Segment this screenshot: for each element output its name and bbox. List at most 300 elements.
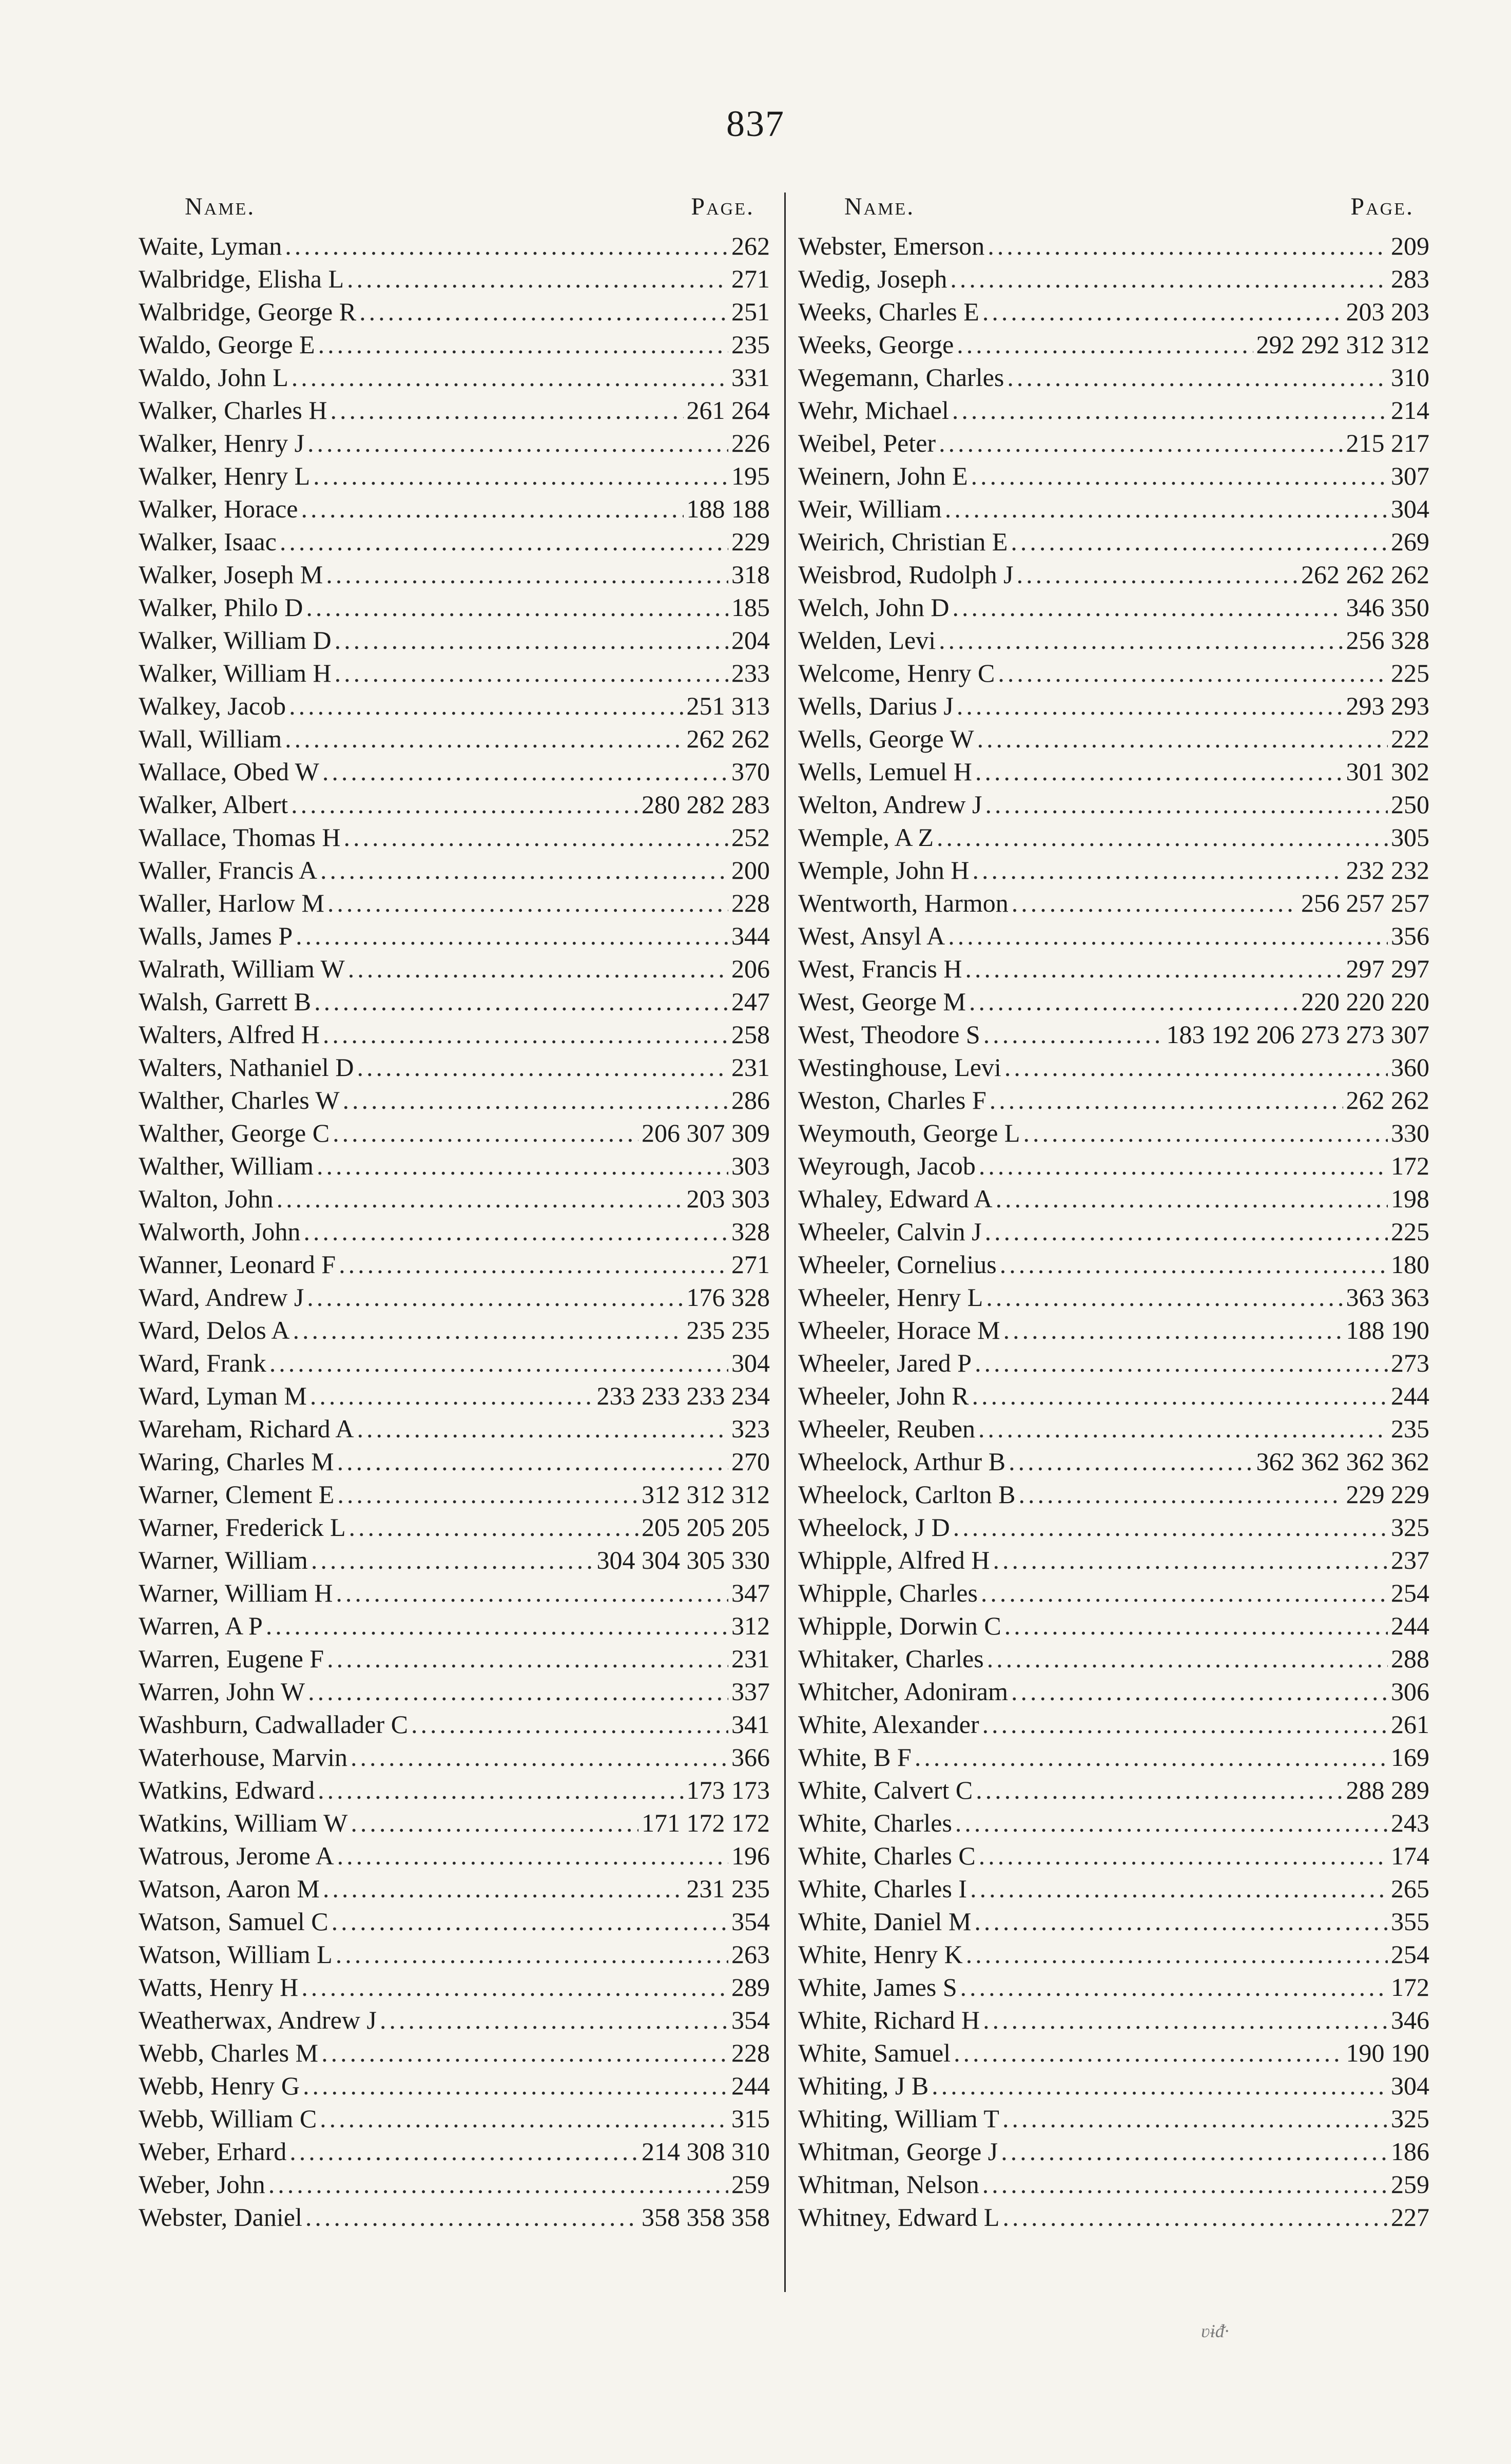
column-header: [798, 192, 1429, 229]
index-entry: [798, 2201, 1429, 2234]
entry-name: Whipple, Dorwin C: [798, 1611, 1001, 1640]
entry-name: Waite, Lyman: [139, 232, 282, 260]
dot-leader: [972, 854, 1343, 887]
entry-pages: 307: [1391, 461, 1429, 490]
entry-pages: 186: [1391, 2137, 1429, 2166]
entry-pages: 254: [1391, 1940, 1429, 1969]
entry-pages: 346: [1391, 2006, 1429, 2034]
index-entry: [798, 887, 1429, 919]
entry-name: Welden, Levi: [798, 626, 936, 654]
index-entry: [139, 427, 770, 459]
dot-leader: [990, 1084, 1343, 1116]
entry-name: Weber, Erhard: [139, 2137, 287, 2166]
dot-leader: [1004, 1051, 1388, 1084]
dot-leader: [966, 1938, 1388, 1971]
dot-leader: [326, 558, 728, 591]
entry-name: Wallace, Obed W: [139, 757, 319, 786]
entry-pages: 228: [731, 2038, 770, 2067]
entry-pages: 231: [731, 1644, 770, 1673]
dot-leader: [347, 262, 728, 295]
index-list: [798, 229, 1429, 2234]
entry-pages: 289: [731, 1973, 770, 2001]
entry-pages: 180: [1391, 1250, 1429, 1279]
index-entry: [798, 1182, 1429, 1215]
entry-pages: 325: [1391, 2104, 1429, 2133]
entry-pages: 204: [731, 626, 770, 654]
entry-name: White, Richard H: [798, 2006, 980, 2034]
dot-leader: [307, 1281, 683, 1314]
index-entry: [139, 689, 770, 722]
entry-pages: 355: [1391, 1907, 1429, 1936]
entry-pages: 172: [1391, 1151, 1429, 1180]
dot-leader: [1017, 558, 1298, 591]
entry-pages: 347: [731, 1578, 770, 1607]
entry-name: Whaley, Edward A: [798, 1184, 993, 1213]
index-entry: [798, 1346, 1429, 1379]
entry-pages: 195: [731, 461, 770, 490]
entry-name: Webb, Henry G: [139, 2071, 300, 2100]
dot-leader: [987, 229, 1388, 262]
entry-pages: 262 262 262: [1301, 560, 1429, 589]
entry-pages: 312: [731, 1611, 770, 1640]
index-entry: [798, 1149, 1429, 1182]
index-entry: [798, 854, 1429, 887]
dot-leader: [985, 788, 1388, 821]
column-header: [139, 192, 770, 229]
entry-name: White, Charles C: [798, 1841, 976, 1870]
dot-leader: [323, 1018, 728, 1051]
dot-leader: [306, 591, 728, 624]
entry-pages: 271: [731, 264, 770, 293]
dot-leader: [1004, 1609, 1388, 1642]
entry-pages: 323: [731, 1414, 770, 1443]
entry-name: White, B F: [798, 1743, 912, 1772]
entry-pages: 306: [1391, 1677, 1429, 1706]
entry-pages: 330: [1391, 1119, 1429, 1147]
entry-pages: 229: [731, 527, 770, 556]
entry-name: White, Samuel: [798, 2038, 951, 2067]
dot-leader: [953, 591, 1343, 624]
entry-name: Waterhouse, Marvin: [139, 1743, 347, 1772]
entry-pages: 273: [1391, 1349, 1429, 1377]
entry-name: Washburn, Cadwallader C: [139, 1710, 408, 1739]
entry-name: Walters, Alfred H: [139, 1020, 320, 1049]
entry-pages: 304: [1391, 2071, 1429, 2100]
dot-leader: [303, 1215, 728, 1248]
entry-pages: 265: [1391, 1874, 1429, 1903]
dot-leader: [987, 1642, 1388, 1675]
entry-pages: 171 172 172: [642, 1808, 770, 1837]
index-entry: [139, 821, 770, 854]
entry-pages: 169: [1391, 1743, 1429, 1772]
index-entry: [798, 1314, 1429, 1346]
entry-name: Warner, Clement E: [139, 1480, 335, 1509]
entry-name: Watson, William L: [139, 1940, 333, 1969]
entry-name: Wemple, A Z: [798, 823, 934, 852]
entry-pages: 304: [1391, 494, 1429, 523]
index-entry: [139, 295, 770, 328]
index-entry: [139, 525, 770, 558]
entry-name: Webster, Emerson: [798, 232, 985, 260]
index-entry: [798, 1642, 1429, 1675]
entry-name: Ward, Frank: [139, 1349, 266, 1377]
entry-pages: 244: [1391, 1611, 1429, 1640]
column-divider: [784, 192, 786, 2292]
entry-name: Walther, Charles W: [139, 1086, 340, 1114]
index-entry: [139, 1609, 770, 1642]
dot-leader: [1002, 2102, 1388, 2135]
index-entry: [798, 229, 1429, 262]
index-entry: [139, 262, 770, 295]
entry-pages: 251 313: [686, 691, 770, 720]
dot-leader: [948, 919, 1388, 952]
index-entry: [139, 1708, 770, 1741]
entry-name: Wegemann, Charles: [798, 363, 1004, 392]
entry-name: Walker, Henry J: [139, 429, 305, 457]
dot-leader: [411, 1708, 728, 1741]
index-entry: [139, 1084, 770, 1116]
index-entry: [139, 1379, 770, 1412]
index-entry: [798, 1116, 1429, 1149]
index-entry: [798, 952, 1429, 985]
index-entry: [798, 361, 1429, 394]
entry-name: White, Charles: [798, 1808, 952, 1837]
index-entry: [139, 788, 770, 821]
entry-name: Webster, Daniel: [139, 2203, 302, 2231]
index-entry: [798, 919, 1429, 952]
entry-name: Wanner, Leonard F: [139, 1250, 336, 1279]
entry-pages: 346 350: [1346, 593, 1429, 622]
index-entry: [139, 722, 770, 755]
dot-leader: [1023, 1116, 1388, 1149]
dot-leader: [932, 2069, 1388, 2102]
index-entry: [798, 624, 1429, 657]
entry-name: Walker, Albert: [139, 790, 288, 819]
page-number: 837: [726, 103, 785, 144]
entry-pages: 288: [1391, 1644, 1429, 1673]
entry-pages: 370: [731, 757, 770, 786]
entry-pages: 235 235: [686, 1316, 770, 1344]
entry-name: Wedig, Joseph: [798, 264, 947, 293]
index-entry: [798, 1051, 1429, 1084]
entry-pages: 214 308 310: [642, 2137, 770, 2166]
dot-leader: [975, 755, 1343, 788]
index-entry: [139, 1774, 770, 1806]
dot-leader: [335, 624, 728, 657]
header-name: Name.: [844, 193, 915, 220]
index-entry: [139, 2069, 770, 2102]
index-entry: [798, 427, 1429, 459]
entry-name: West, George M: [798, 987, 966, 1016]
dot-leader: [305, 2201, 638, 2234]
dot-leader: [993, 1544, 1388, 1576]
index-entry: [798, 1806, 1429, 1839]
dot-leader: [1019, 1478, 1343, 1511]
dot-leader: [337, 1839, 728, 1872]
index-entry: [798, 985, 1429, 1018]
dot-leader: [955, 1806, 1388, 1839]
entry-name: Wells, Darius J: [798, 691, 954, 720]
dot-leader: [939, 624, 1343, 657]
index-entry: [139, 887, 770, 919]
entry-name: West, Theodore S: [798, 1020, 980, 1049]
index-entry: [798, 1971, 1429, 2004]
index-entry: [798, 262, 1429, 295]
entry-pages: 232 232: [1346, 856, 1429, 884]
entry-name: Wallace, Thomas H: [139, 823, 341, 852]
index-entry: [139, 1116, 770, 1149]
entry-name: Watts, Henry H: [139, 1973, 299, 2001]
dot-leader: [357, 1051, 728, 1084]
dot-leader: [333, 1116, 638, 1149]
dot-leader: [268, 2168, 728, 2201]
index-entry: [139, 1248, 770, 1281]
index-entry: [139, 459, 770, 492]
entry-pages: 310: [1391, 363, 1429, 392]
entry-pages: 176 328: [686, 1283, 770, 1312]
dot-leader: [937, 821, 1388, 854]
entry-pages: 252: [731, 823, 770, 852]
dot-leader: [975, 1346, 1388, 1379]
entry-name: Walker, Horace: [139, 494, 298, 523]
entry-name: Walrath, William W: [139, 954, 345, 983]
entry-name: Ward, Lyman M: [139, 1381, 307, 1410]
entry-name: Waldo, John L: [139, 363, 288, 392]
index-entry: [139, 328, 770, 361]
entry-name: Whitman, George J: [798, 2137, 998, 2166]
entry-pages: 226: [731, 429, 770, 457]
entry-pages: 286: [731, 1086, 770, 1114]
index-entry: [139, 755, 770, 788]
index-entry: [798, 2168, 1429, 2201]
entry-name: Weeks, Charles E: [798, 297, 979, 326]
index-entry: [139, 1215, 770, 1248]
dot-leader: [1001, 2135, 1388, 2168]
entry-pages: 172: [1391, 1973, 1429, 2001]
entry-pages: 233 233 233 234: [596, 1381, 770, 1410]
entry-pages: 337: [731, 1677, 770, 1706]
dot-leader: [970, 1872, 1388, 1905]
index-entry: [139, 1872, 770, 1905]
dot-leader: [327, 887, 728, 919]
dot-leader: [269, 1346, 728, 1379]
entry-pages: 280 282 283: [642, 790, 770, 819]
entry-name: Watson, Samuel C: [139, 1907, 328, 1936]
entry-pages: 325: [1391, 1513, 1429, 1542]
dot-leader: [986, 1281, 1343, 1314]
entry-name: Walker, Charles H: [139, 396, 327, 425]
dot-leader: [359, 295, 728, 328]
index-entry: [139, 1839, 770, 1872]
dot-leader: [307, 427, 728, 459]
entry-pages: 312 312 312: [642, 1480, 770, 1509]
index-entry: [139, 1018, 770, 1051]
entry-name: Warren, John W: [139, 1677, 305, 1706]
entry-pages: 358 358 358: [642, 2203, 770, 2231]
entry-name: Weisbrod, Rudolph J: [798, 560, 1014, 589]
index-column-right: [798, 192, 1429, 2234]
index-entry: [139, 624, 770, 657]
index-entry: [798, 2069, 1429, 2102]
entry-pages: 360: [1391, 1053, 1429, 1082]
entry-name: Whipple, Charles: [798, 1578, 978, 1607]
entry-name: Walther, George C: [139, 1119, 330, 1147]
dot-leader: [327, 1642, 728, 1675]
index-entry: [798, 1576, 1429, 1609]
entry-name: Weeks, George: [798, 330, 954, 359]
dot-leader: [1011, 1675, 1388, 1708]
dot-leader: [311, 1544, 594, 1576]
dot-leader: [323, 1872, 684, 1905]
entry-name: Watkins, William W: [139, 1808, 348, 1837]
index-entry: [798, 1609, 1429, 1642]
index-entry: [139, 2168, 770, 2201]
dot-leader: [960, 1971, 1388, 2004]
entry-name: Watkins, Edward: [139, 1776, 315, 1804]
entry-pages: 305: [1391, 823, 1429, 852]
entry-name: Walther, William: [139, 1151, 314, 1180]
entry-name: Warren, Eugene F: [139, 1644, 324, 1673]
entry-pages: 200: [731, 856, 770, 884]
dot-leader: [351, 1806, 638, 1839]
entry-name: Wheeler, Calvin J: [798, 1217, 982, 1246]
dot-leader: [285, 229, 728, 262]
index-entry: [139, 1806, 770, 1839]
index-entry: [798, 755, 1429, 788]
entry-name: White, Calvert C: [798, 1776, 973, 1804]
entry-pages: 244: [1391, 1381, 1429, 1410]
index-entry: [139, 1675, 770, 1708]
dot-leader: [336, 1576, 728, 1609]
entry-pages: 263: [731, 1940, 770, 1969]
dot-leader: [983, 1018, 1164, 1051]
dot-leader: [303, 2069, 728, 2102]
dot-leader: [296, 919, 728, 952]
index-entry: [798, 821, 1429, 854]
dot-leader: [349, 1511, 639, 1544]
index-entry: [139, 985, 770, 1018]
index-entry: [798, 689, 1429, 722]
index-entry: [139, 229, 770, 262]
header-page: Page.: [1350, 193, 1414, 220]
index-entry: [798, 1084, 1429, 1116]
entry-pages: 185: [731, 593, 770, 622]
dot-leader: [266, 1609, 728, 1642]
entry-pages: 229 229: [1346, 1480, 1429, 1509]
entry-name: White, Daniel M: [798, 1907, 972, 1936]
dot-leader: [318, 328, 728, 361]
dot-leader: [982, 1708, 1388, 1741]
index-entry: [139, 2201, 770, 2234]
entry-name: Wheelock, J D: [798, 1513, 950, 1542]
entry-name: White, Henry K: [798, 1940, 963, 1969]
index-entry: [798, 1215, 1429, 1248]
entry-name: West, Ansyl A: [798, 921, 945, 950]
entry-pages: 222: [1391, 724, 1429, 753]
index-entry: [798, 1675, 1429, 1708]
dot-leader: [351, 1741, 728, 1774]
dot-leader: [320, 2102, 728, 2135]
entry-pages: 206 307 309: [642, 1119, 770, 1147]
entry-pages: 215 217: [1346, 429, 1429, 457]
entry-pages: 259: [1391, 2170, 1429, 2199]
dot-leader: [981, 1576, 1388, 1609]
entry-name: Warren, A P: [139, 1611, 263, 1640]
entry-name: Wheeler, Reuben: [798, 1414, 976, 1443]
dot-leader: [979, 1839, 1388, 1872]
index-entry: [798, 1741, 1429, 1774]
dot-leader: [952, 394, 1388, 427]
dot-leader: [976, 1774, 1343, 1806]
index-entry: [798, 1905, 1429, 1938]
dot-leader: [1007, 361, 1388, 394]
index-entry: [798, 295, 1429, 328]
entry-pages: 262: [731, 232, 770, 260]
entry-name: Walton, John: [139, 1184, 274, 1213]
dot-leader: [982, 2168, 1388, 2201]
entry-pages: 261: [1391, 1710, 1429, 1739]
entry-name: Welcome, Henry C: [798, 659, 995, 687]
index-entry: [798, 1379, 1429, 1412]
entry-name: Waller, Francis A: [139, 856, 318, 884]
entry-name: Westinghouse, Levi: [798, 1053, 1001, 1082]
dot-leader: [357, 1412, 728, 1445]
entry-name: Walsh, Garrett B: [139, 987, 312, 1016]
index-entry: [139, 1478, 770, 1511]
footer-mark: ʋɨᵭ·: [1201, 2321, 1229, 2341]
entry-pages: 173 173: [686, 1776, 770, 1804]
index-entry: [139, 1544, 770, 1576]
entry-name: Weatherwax, Andrew J: [139, 2006, 377, 2034]
entry-pages: 214: [1391, 396, 1429, 425]
entry-pages: 362 362 362 362: [1256, 1447, 1429, 1476]
index-entry: [139, 1281, 770, 1314]
entry-name: Wheelock, Carlton B: [798, 1480, 1016, 1509]
entry-pages: 366: [731, 1743, 770, 1772]
entry-pages: 259: [731, 2170, 770, 2199]
entry-pages: 205 205 205: [642, 1513, 770, 1542]
dot-leader: [915, 1741, 1388, 1774]
index-entry: [139, 394, 770, 427]
dot-leader: [313, 459, 728, 492]
index-entry: [139, 361, 770, 394]
entry-pages: 293 293: [1346, 691, 1429, 720]
entry-pages: 227: [1391, 2203, 1429, 2231]
dot-leader: [939, 427, 1343, 459]
index-entry: [139, 1642, 770, 1675]
entry-pages: 247: [731, 987, 770, 1016]
index-entry: [798, 1412, 1429, 1445]
entry-name: Whitney, Edward L: [798, 2203, 1000, 2231]
entry-name: Walker, Henry L: [139, 461, 311, 490]
entry-name: Welch, John D: [798, 593, 950, 622]
entry-name: Watson, Aaron M: [139, 1874, 320, 1903]
index-entry: [139, 558, 770, 591]
entry-pages: 303: [731, 1151, 770, 1180]
dot-leader: [339, 1248, 728, 1281]
index-entry: [798, 1511, 1429, 1544]
entry-name: Weirich, Christian E: [798, 527, 1008, 556]
entry-pages: 244: [731, 2071, 770, 2100]
entry-name: Welton, Andrew J: [798, 790, 982, 819]
entry-pages: 341: [731, 1710, 770, 1739]
dot-leader: [289, 689, 683, 722]
dot-leader: [292, 361, 728, 394]
entry-name: Wareham, Richard A: [139, 1414, 354, 1443]
dot-leader: [1002, 2201, 1388, 2234]
dot-leader: [985, 1215, 1388, 1248]
index-entry: [139, 1971, 770, 2004]
